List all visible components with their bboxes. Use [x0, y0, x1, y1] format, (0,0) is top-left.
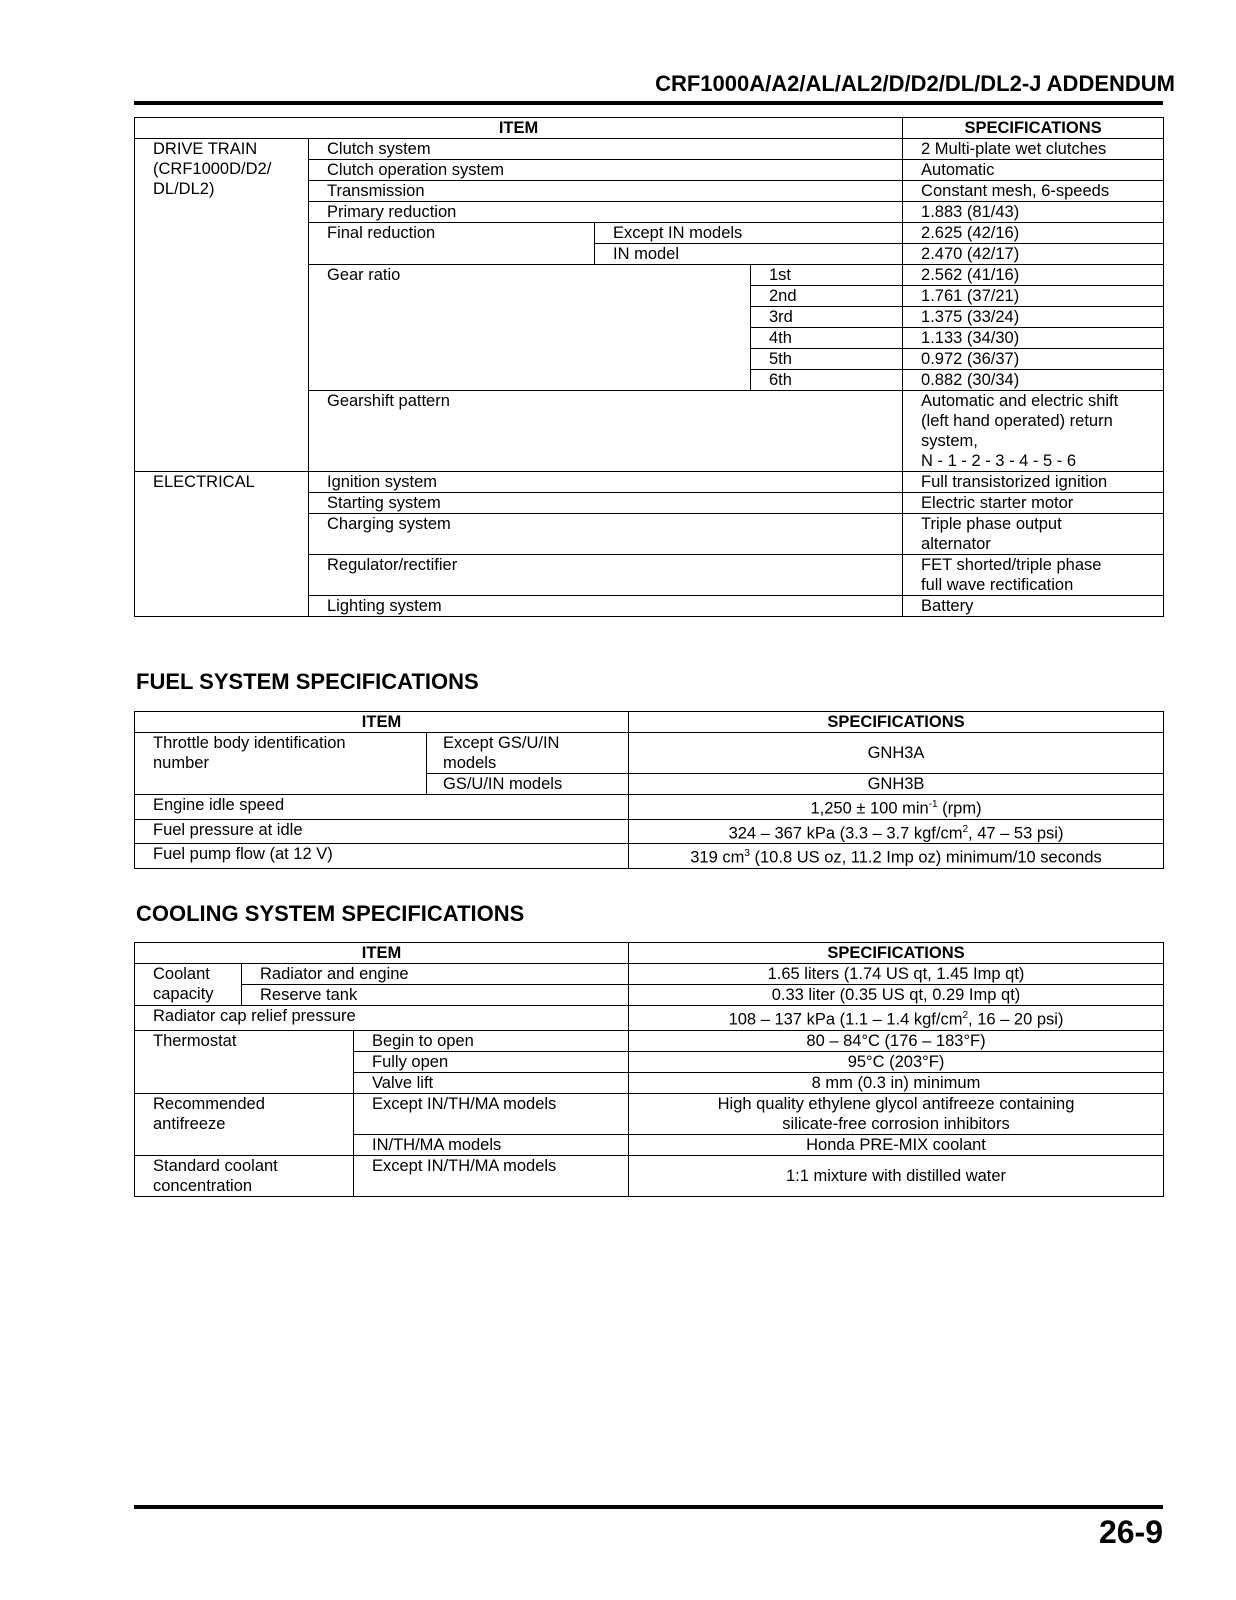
table-row: [135, 472, 1164, 493]
item-label: Gear ratio: [309, 265, 751, 391]
item-label: Transmission: [309, 181, 903, 202]
gear-label: 4th: [751, 328, 903, 349]
column-header-specifications: SPECIFICATIONS: [903, 118, 1164, 139]
spec-value: 2.470 (42/17): [903, 244, 1164, 265]
table-row: [135, 139, 1164, 160]
column-header-specifications: SPECIFICATIONS: [629, 943, 1164, 964]
item-label: Starting system: [309, 493, 903, 514]
sub-item-label: IN/TH/MA models: [354, 1134, 629, 1155]
sub-item-label: Begin to open: [354, 1030, 629, 1051]
item-label: Coolant capacity: [135, 964, 242, 1006]
item-label: Charging system: [309, 514, 903, 555]
item-label: Fuel pressure at idle: [135, 819, 629, 844]
sub-item-label: Radiator and engine: [242, 964, 629, 985]
spec-value: High quality ethylene glycol antifreeze containing silicate-free corrosion inhibitors: [629, 1093, 1164, 1134]
table-row: [135, 1030, 1164, 1051]
gear-label: 3rd: [751, 307, 903, 328]
spec-value: GNH3A: [629, 733, 1164, 774]
spec-value: 1,250 ± 100 $\min^{-1} (rpm)$: [629, 795, 1164, 820]
cooling-system-table: [134, 942, 1164, 1197]
spec-value: 324 – 367 kPa (3.3 – 3.7 kgf/$cm^2$, 47 – 53 psi): [629, 819, 1164, 844]
sub-item-label: Fully open: [354, 1051, 629, 1072]
spec-value: 2 Multi-plate wet clutches: [903, 139, 1164, 160]
sub-item-label: Except IN models: [595, 223, 903, 244]
item-label: Final reduction: [309, 223, 595, 265]
sub-item-label: Except GS/U/IN models: [427, 733, 629, 774]
column-header-item: ITEM: [135, 118, 903, 139]
sub-item-label: IN model: [595, 244, 903, 265]
spec-value: 0.972 (36/37): [903, 349, 1164, 370]
spec-value: 319 $cm^3$ (10.8 US oz, 11.2 Imp oz) minimum/10 seconds: [629, 844, 1164, 869]
category-electrical: ELECTRICAL: [135, 472, 309, 617]
spec-value: Battery: [903, 596, 1164, 617]
spec-value: 95°C (203°F): [629, 1051, 1164, 1072]
cooling-section-title: COOLING SYSTEM SPECIFICATIONS: [136, 901, 525, 926]
footer-rule: [134, 1505, 1163, 1509]
item-label: Radiator cap relief pressure: [135, 1006, 629, 1031]
spec-value: 80 – 84°C (176 – 183°F): [629, 1030, 1164, 1051]
item-label: Recommended antifreeze: [135, 1093, 354, 1155]
table-row: [135, 819, 1164, 844]
fuel-section-title: FUEL SYSTEM SPECIFICATIONS: [136, 669, 479, 694]
sub-item-label: Except IN/TH/MA models: [354, 1093, 629, 1134]
item-label: Clutch operation system: [309, 160, 903, 181]
item-label: Regulator/rectifier: [309, 555, 903, 596]
fuel-system-table: [134, 711, 1164, 869]
spec-value: Automatic: [903, 160, 1164, 181]
drive-electrical-table: [134, 117, 1164, 617]
header-title: CRF1000A/A2/AL/AL2/D/D2/DL/DL2-J ADDENDUM: [655, 71, 1175, 96]
sub-item-label: Valve lift: [354, 1072, 629, 1093]
spec-value: 1:1 mixture with distilled water: [629, 1155, 1164, 1196]
item-label: Thermostat: [135, 1030, 354, 1093]
spec-value: Honda PRE-MIX coolant: [629, 1134, 1164, 1155]
column-header-item: ITEM: [135, 712, 629, 733]
header-rule: [134, 101, 1163, 105]
table-row: [135, 1006, 1164, 1031]
spec-value: Triple phase output alternator: [903, 514, 1164, 555]
item-label: Fuel pump flow (at 12 V): [135, 844, 629, 869]
spec-value: 108 – 137 kPa (1.1 – 1.4 kgf/$cm^2$, 16 – 20 psi): [629, 1006, 1164, 1031]
item-label: Primary reduction: [309, 202, 903, 223]
spec-value: Automatic and electric shift (left hand operated) return system, N - 1 - 2 - 3 - 4 - 5 - 6: [903, 391, 1164, 472]
sub-item-label: GS/U/IN models: [427, 774, 629, 795]
gear-label: 1st: [751, 265, 903, 286]
table-row: [135, 1093, 1164, 1134]
spec-value: 0.882 (30/34): [903, 370, 1164, 391]
column-header-specifications: SPECIFICATIONS: [629, 712, 1164, 733]
item-label: Ignition system: [309, 472, 903, 493]
spec-value: 0.33 liter (0.35 US qt, 0.29 Imp qt): [629, 985, 1164, 1006]
table-row: [135, 1155, 1164, 1196]
item-label: Throttle body identification number: [135, 733, 427, 795]
table-row: [135, 712, 1164, 733]
table-row: [135, 985, 1164, 1006]
spec-value: 1.761 (37/21): [903, 286, 1164, 307]
item-label: Clutch system: [309, 139, 903, 160]
item-label: Lighting system: [309, 596, 903, 617]
table-row: [135, 943, 1164, 964]
item-label: Standard coolant concentration: [135, 1155, 354, 1196]
spec-value: 1.883 (81/43): [903, 202, 1164, 223]
spec-value: 8 mm (0.3 in) minimum: [629, 1072, 1164, 1093]
sub-item-label: Reserve tank: [242, 985, 629, 1006]
gear-label: 6th: [751, 370, 903, 391]
table-row: [135, 844, 1164, 869]
spec-value: GNH3B: [629, 774, 1164, 795]
spec-value: FET shorted/triple phase full wave rectification: [903, 555, 1164, 596]
table-row: [135, 795, 1164, 820]
page-number: 26-9: [1098, 1514, 1163, 1550]
table-row: [135, 118, 1164, 139]
spec-value: 1.375 (33/24): [903, 307, 1164, 328]
table-row: [135, 964, 1164, 985]
category-drive-train: DRIVE TRAIN (CRF1000D/D2/ DL/DL2): [135, 139, 309, 472]
spec-value: 2.625 (42/16): [903, 223, 1164, 244]
spec-value: 1.65 liters (1.74 US qt, 1.45 Imp qt): [629, 964, 1164, 985]
spec-value: Electric starter motor: [903, 493, 1164, 514]
item-label: Engine idle speed: [135, 795, 629, 820]
spec-value: 2.562 (41/16): [903, 265, 1164, 286]
sub-item-label: Except IN/TH/MA models: [354, 1155, 629, 1196]
column-header-item: ITEM: [135, 943, 629, 964]
item-label: Gearshift pattern: [309, 391, 903, 472]
spec-value: Constant mesh, 6-speeds: [903, 181, 1164, 202]
gear-label: 5th: [751, 349, 903, 370]
gear-label: 2nd: [751, 286, 903, 307]
spec-value: Full transistorized ignition: [903, 472, 1164, 493]
table-row: [135, 733, 1164, 774]
spec-value: 1.133 (34/30): [903, 328, 1164, 349]
